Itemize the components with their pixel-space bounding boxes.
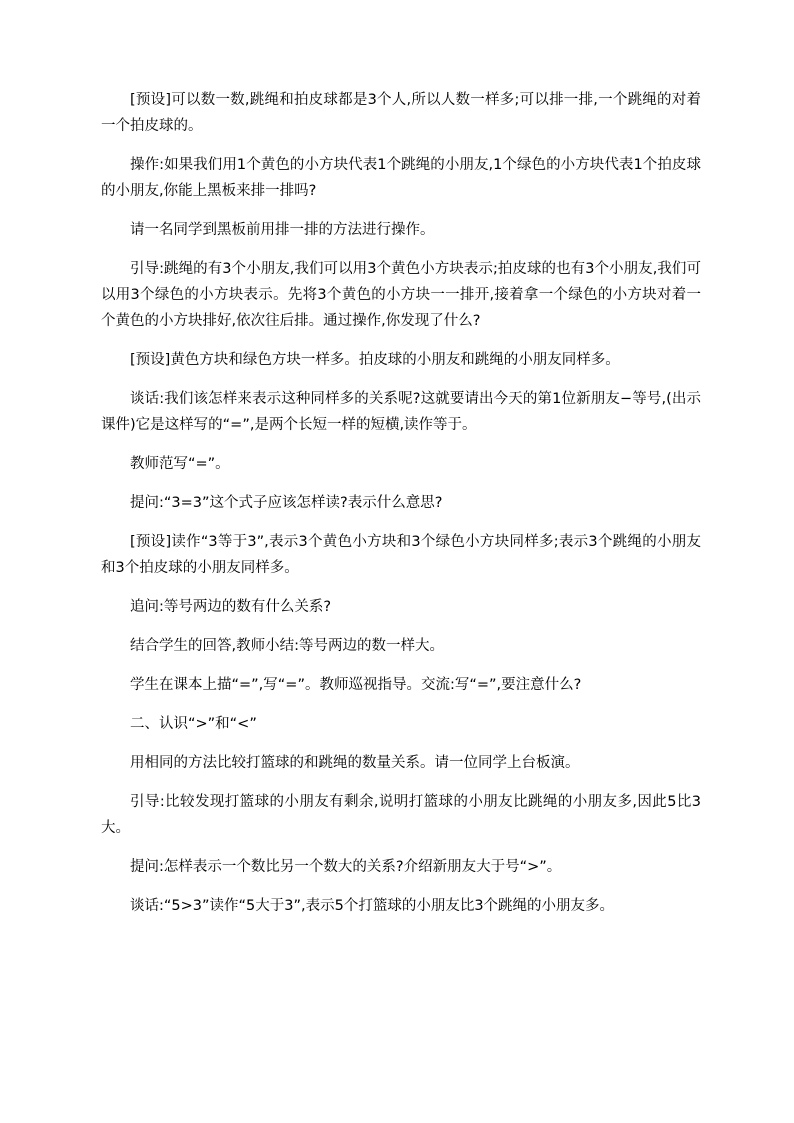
paragraph-operation: 操作:如果我们用1个黄色的小方块代表1个跳绳的小朋友,1个绿色的小方块代表1个拍皮球的小朋友,你能上黑板来排一排吗? (101, 157, 701, 199)
paragraph-summary: 结合学生的回答,教师小结:等号两边的数一样大。 (130, 638, 444, 654)
paragraph-guide-compare: 引导:比较发现打篮球的小朋友有剩余,说明打篮球的小朋友比跳绳的小朋友多,因此5比3大。 (101, 794, 701, 836)
paragraph-question-greater: 提问:怎样表示一个数比另一个数大的关系?介绍新朋友大于号“>”。 (130, 859, 562, 875)
paragraph-follow-up: 追问:等号两边的数有什么关系? (130, 599, 332, 615)
paragraph-preset-read: [预设]读作“3等于3”,表示3个黄色小方块和3个绿色小方块同样多;表示3个跳绳的小朋友和3个拍皮球的小朋友同样多。 (101, 534, 701, 576)
paragraph-preset-same: [预设]黄色方块和绿色方块一样多。拍皮球的小朋友和跳绳的小朋友同样多。 (130, 352, 620, 368)
section-heading-comparison-signs: 二、认识“>”和“<” (130, 716, 257, 732)
paragraph-question-read: 提问:“3=3”这个式子应该怎样读?表示什么意思? (130, 495, 443, 511)
paragraph-same-method: 用相同的方法比较打篮球的和跳绳的数量关系。请一位同学上台板演。 (130, 755, 580, 771)
paragraph-trace-write: 学生在课本上描“=”,写“=”。教师巡视指导。交流:写“=”,要注意什么? (130, 677, 582, 693)
paragraph-guide-blocks: 引导:跳绳的有3个小朋友,我们可以用3个黄色小方块表示;拍皮球的也有3个小朋友,我们可以用3个绿色的小方块表示。先将3个黄色的小方块一一排开,接着拿一个绿色的小方块对着一个黄色的小方块排好,依次往后排。通过操作,你发现了什么? (101, 261, 701, 329)
paragraph-preset-count: [预设]可以数一数,跳绳和拍皮球都是3个人,所以人数一样多;可以排一排,一个跳绳的对着一个拍皮球的。 (101, 92, 701, 134)
paragraph-talk-greater: 谈话:“5>3”读作“5大于3”,表示5个打篮球的小朋友比3个跳绳的小朋友多。 (130, 898, 615, 914)
paragraph-teacher-writes: 教师范写“=”。 (130, 456, 230, 472)
paragraph-talk-equal-sign: 谈话:我们该怎样来表示这种同样多的关系呢?这就要请出今天的第1位新朋友−等号,(出示课件)它是这样写的“=”,是两个长短一样的短横,读作等于。 (101, 391, 701, 433)
paragraph-blackboard: 请一名同学到黑板前用排一排的方法进行操作。 (130, 222, 435, 238)
document-body (101, 87, 701, 932)
